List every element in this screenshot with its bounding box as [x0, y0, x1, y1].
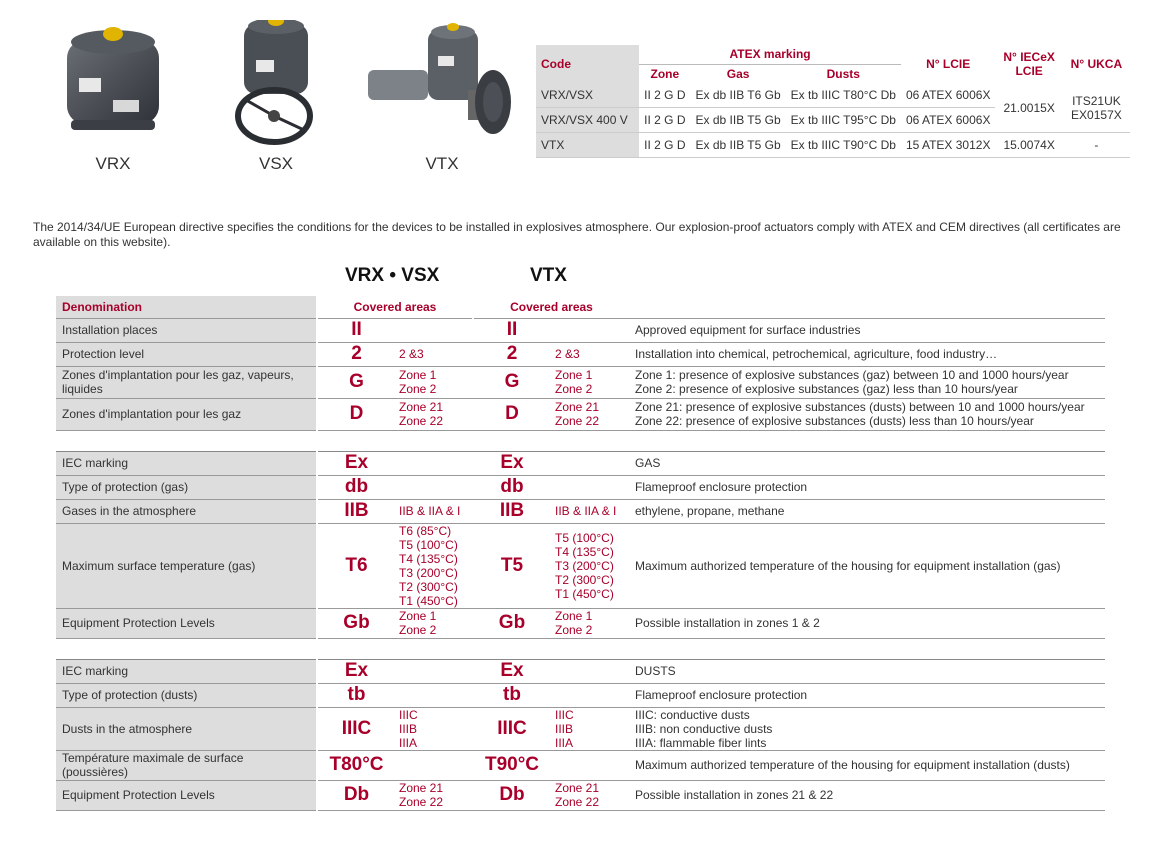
row-description: GAS [629, 451, 1105, 475]
atex-details-table [56, 296, 1105, 811]
section-separator [56, 638, 1105, 659]
vtx-code: IIB [473, 499, 551, 523]
vrx-vsx-detail [395, 659, 473, 683]
code-header: Code [536, 45, 639, 83]
separator-cell [551, 430, 629, 451]
row-description: Possible installation in zones 1 & 2 [629, 608, 1105, 638]
row-label: Type of protection (dusts) [56, 683, 317, 707]
row-label: Type of protection (gas) [56, 475, 317, 499]
separator-cell [395, 638, 473, 659]
table-row [56, 750, 1105, 780]
row-label: Protection level [56, 342, 317, 366]
row-description: Flameproof enclosure protection [629, 683, 1105, 707]
ukca-cell: ITS21UK EX0157X [1063, 83, 1130, 133]
table-row [56, 659, 1105, 683]
gas-header: Gas [726, 66, 750, 81]
zone-cell: II 2 G D [639, 133, 690, 158]
vrx-vsx-code: Db [317, 780, 395, 810]
vrx-vsx-detail: Zone 21 Zone 22 [395, 780, 473, 810]
table-row [536, 83, 1130, 108]
vtx-code: II [473, 318, 551, 342]
product-vsx [216, 20, 336, 174]
row-label: Dusts in the atmosphere [56, 707, 317, 750]
row-description: Maximum authorized temperature of the housing for equipment installation (gas) [629, 523, 1105, 608]
table-row [56, 366, 1105, 398]
vrx-vsx-code: IIB [317, 499, 395, 523]
row-description: Possible installation in zones 21 & 22 [629, 780, 1105, 810]
table-row [56, 398, 1105, 430]
lcie-header: N° LCIE [926, 57, 971, 71]
code-cell: VTX [536, 133, 639, 158]
row-label: Equipment Protection Levels [56, 780, 317, 810]
product-vtx [368, 20, 516, 174]
vtx-detail: Zone 21 Zone 22 [551, 398, 629, 430]
vtx-detail: Zone 21 Zone 22 [551, 780, 629, 810]
vtx-detail [551, 659, 629, 683]
lcie-cell: 15 ATEX 3012X [901, 133, 996, 158]
vrx-actuator-photo [53, 20, 173, 140]
row-label: IEC marking [56, 451, 317, 475]
vtx-code: D [473, 398, 551, 430]
separator-cell [317, 430, 395, 451]
vrx-vsx-code: Gb [317, 608, 395, 638]
row-description: ethylene, propane, methane [629, 499, 1105, 523]
dusts-cell: Ex tb IIIC T90°C Db [786, 133, 901, 158]
lcie-cell: 06 ATEX 6006X [901, 108, 996, 133]
denomination-header: Denomination [56, 296, 317, 318]
vtx-code: Gb [473, 608, 551, 638]
vtx-detail [551, 475, 629, 499]
row-description: IIIC: conductive dusts IIIB: non conductive dusts IIIA: flammable fiber lints [629, 707, 1105, 750]
row-description: DUSTS [629, 659, 1105, 683]
code-cell: VRX/VSX 400 V [536, 108, 639, 133]
row-description: Maximum authorized temperature of the housing for equipment installation (dusts) [629, 750, 1105, 780]
separator-cell [629, 430, 1105, 451]
table-row [56, 451, 1105, 475]
table-row [56, 523, 1105, 608]
row-description: Zone 21: presence of explosive substances (dusts) between 10 and 1000 hours/year Zone 22: presence of explosive substances (dusts) less than 10 hours/year [629, 398, 1105, 430]
vrx-vsx-code: II [317, 318, 395, 342]
section-separator [56, 430, 1105, 451]
vrx-vsx-column-title: VRX • VSX [345, 265, 440, 286]
vtx-code: tb [473, 683, 551, 707]
table-row [56, 707, 1105, 750]
table-row [56, 342, 1105, 366]
vtx-code: 2 [473, 342, 551, 366]
row-description: Approved equipment for surface industries [629, 318, 1105, 342]
atex-marking-table [536, 45, 1130, 158]
row-label: Zones d'implantation pour les gaz [56, 398, 317, 430]
zone-header: Zone [650, 66, 680, 81]
vtx-detail: IIB & IIA & I [551, 499, 629, 523]
vtx-code: T5 [473, 523, 551, 608]
separator-cell [395, 430, 473, 451]
gas-cell: Ex db IIB T6 Gb [691, 83, 786, 108]
vtx-code: db [473, 475, 551, 499]
details-body [56, 318, 1105, 810]
vtx-detail [551, 683, 629, 707]
separator-cell [551, 638, 629, 659]
vrx-vsx-code: G [317, 366, 395, 398]
row-label: Maximum surface temperature (gas) [56, 523, 317, 608]
iecex-header: N° IECeX LCIE [1003, 50, 1055, 78]
vtx-detail: 2 &3 [551, 342, 629, 366]
lcie-cell: 06 ATEX 6006X [901, 83, 996, 108]
row-label: Equipment Protection Levels [56, 608, 317, 638]
vrx-vsx-detail [395, 451, 473, 475]
iecex-cell: 21.0015X [995, 83, 1062, 133]
vrx-vsx-code: 2 [317, 342, 395, 366]
product-name: VSX [258, 154, 294, 173]
vtx-code: Ex [473, 659, 551, 683]
dusts-cell: Ex tb IIIC T80°C Db [786, 83, 901, 108]
vtx-detail: Zone 1 Zone 2 [551, 366, 629, 398]
product-vrx [53, 20, 173, 174]
separator-cell [317, 638, 395, 659]
header-spacer [629, 296, 1105, 318]
ukca-cell: - [1063, 133, 1130, 158]
vrx-vsx-code: D [317, 398, 395, 430]
vrx-vsx-code: T6 [317, 523, 395, 608]
vrx-vsx-code: db [317, 475, 395, 499]
row-label: IEC marking [56, 659, 317, 683]
vtx-code: IIIC [473, 707, 551, 750]
vrx-vsx-detail: Zone 1 Zone 2 [395, 608, 473, 638]
row-description: Flameproof enclosure protection [629, 475, 1105, 499]
table-row [56, 683, 1105, 707]
table-row [536, 133, 1130, 158]
vtx-detail [551, 451, 629, 475]
vtx-detail: IIIC IIIB IIIA [551, 707, 629, 750]
code-cell: VRX/VSX [536, 83, 639, 108]
row-label: Zones d'implantation pour les gaz, vapeurs, liquides [56, 366, 317, 398]
zone-cell: II 2 G D [639, 108, 690, 133]
directive-intro-text: The 2014/34/UE European directive specifies the conditions for the devices to be installed in explosives atmosphere. Our explosion-proof actuators comply with ATEX and CEM directives (all certificates are available on this website). [33, 220, 1121, 249]
vrx-vsx-detail [395, 683, 473, 707]
vtx-column-title: VTX [530, 265, 567, 286]
covered-areas-header: Covered areas [473, 296, 629, 318]
table-row [56, 608, 1105, 638]
vrx-vsx-detail: T6 (85°C) T5 (100°C) T4 (135°C) T3 (200°C) T2 (300°C) T1 (450°C) [395, 523, 473, 608]
table-row [56, 499, 1105, 523]
vrx-vsx-detail: Zone 1 Zone 2 [395, 366, 473, 398]
table-row [56, 475, 1105, 499]
vrx-vsx-detail: Zone 21 Zone 22 [395, 398, 473, 430]
vsx-actuator-photo [216, 20, 336, 140]
gas-cell: Ex db IIB T5 Gb [691, 108, 786, 133]
vrx-vsx-detail [395, 750, 473, 780]
covered-areas-header: Covered areas [317, 296, 473, 318]
table-row [56, 318, 1105, 342]
dusts-header: Dusts [826, 66, 860, 81]
separator-cell [56, 638, 317, 659]
vrx-vsx-detail: 2 &3 [395, 342, 473, 366]
vtx-detail [551, 750, 629, 780]
separator-cell [629, 638, 1105, 659]
row-label: Température maximale de surface (poussières) [56, 750, 317, 780]
product-name: VTX [425, 154, 459, 173]
separator-cell [473, 430, 551, 451]
row-description: Installation into chemical, petrochemical, agriculture, food industry… [629, 342, 1105, 366]
row-label: Gases in the atmosphere [56, 499, 317, 523]
vrx-vsx-detail [395, 318, 473, 342]
vrx-vsx-code: IIIC [317, 707, 395, 750]
vtx-code: Ex [473, 451, 551, 475]
vrx-vsx-detail [395, 475, 473, 499]
vrx-vsx-code: tb [317, 683, 395, 707]
dusts-cell: Ex tb IIIC T95°C Db [786, 108, 901, 133]
vtx-actuator-photo [368, 20, 516, 140]
table-row [56, 780, 1105, 810]
product-name: VRX [95, 154, 131, 173]
iecex-cell: 15.0074X [995, 133, 1062, 158]
vrx-vsx-detail: IIB & IIA & I [395, 499, 473, 523]
vrx-vsx-code: Ex [317, 451, 395, 475]
vtx-detail: Zone 1 Zone 2 [551, 608, 629, 638]
vtx-detail [551, 318, 629, 342]
ukca-header: N° UKCA [1070, 57, 1123, 71]
zone-cell: II 2 G D [639, 83, 690, 108]
separator-cell [56, 430, 317, 451]
vtx-code: T90°C [473, 750, 551, 780]
row-description: Zone 1: presence of explosive substances (gaz) between 10 and 1000 hours/year Zone 2: presence of explosive substances (gaz) less than 10 hours/year [629, 366, 1105, 398]
vtx-code: G [473, 366, 551, 398]
gas-cell: Ex db IIB T5 Gb [691, 133, 786, 158]
separator-cell [473, 638, 551, 659]
vrx-vsx-code: T80°C [317, 750, 395, 780]
vtx-detail: T5 (100°C) T4 (135°C) T3 (200°C) T2 (300°C) T1 (450°C) [551, 523, 629, 608]
vtx-code: Db [473, 780, 551, 810]
row-label: Installation places [56, 318, 317, 342]
vrx-vsx-detail: IIIC IIIB IIIA [395, 707, 473, 750]
vrx-vsx-code: Ex [317, 659, 395, 683]
atex-header: ATEX marking [639, 45, 901, 64]
